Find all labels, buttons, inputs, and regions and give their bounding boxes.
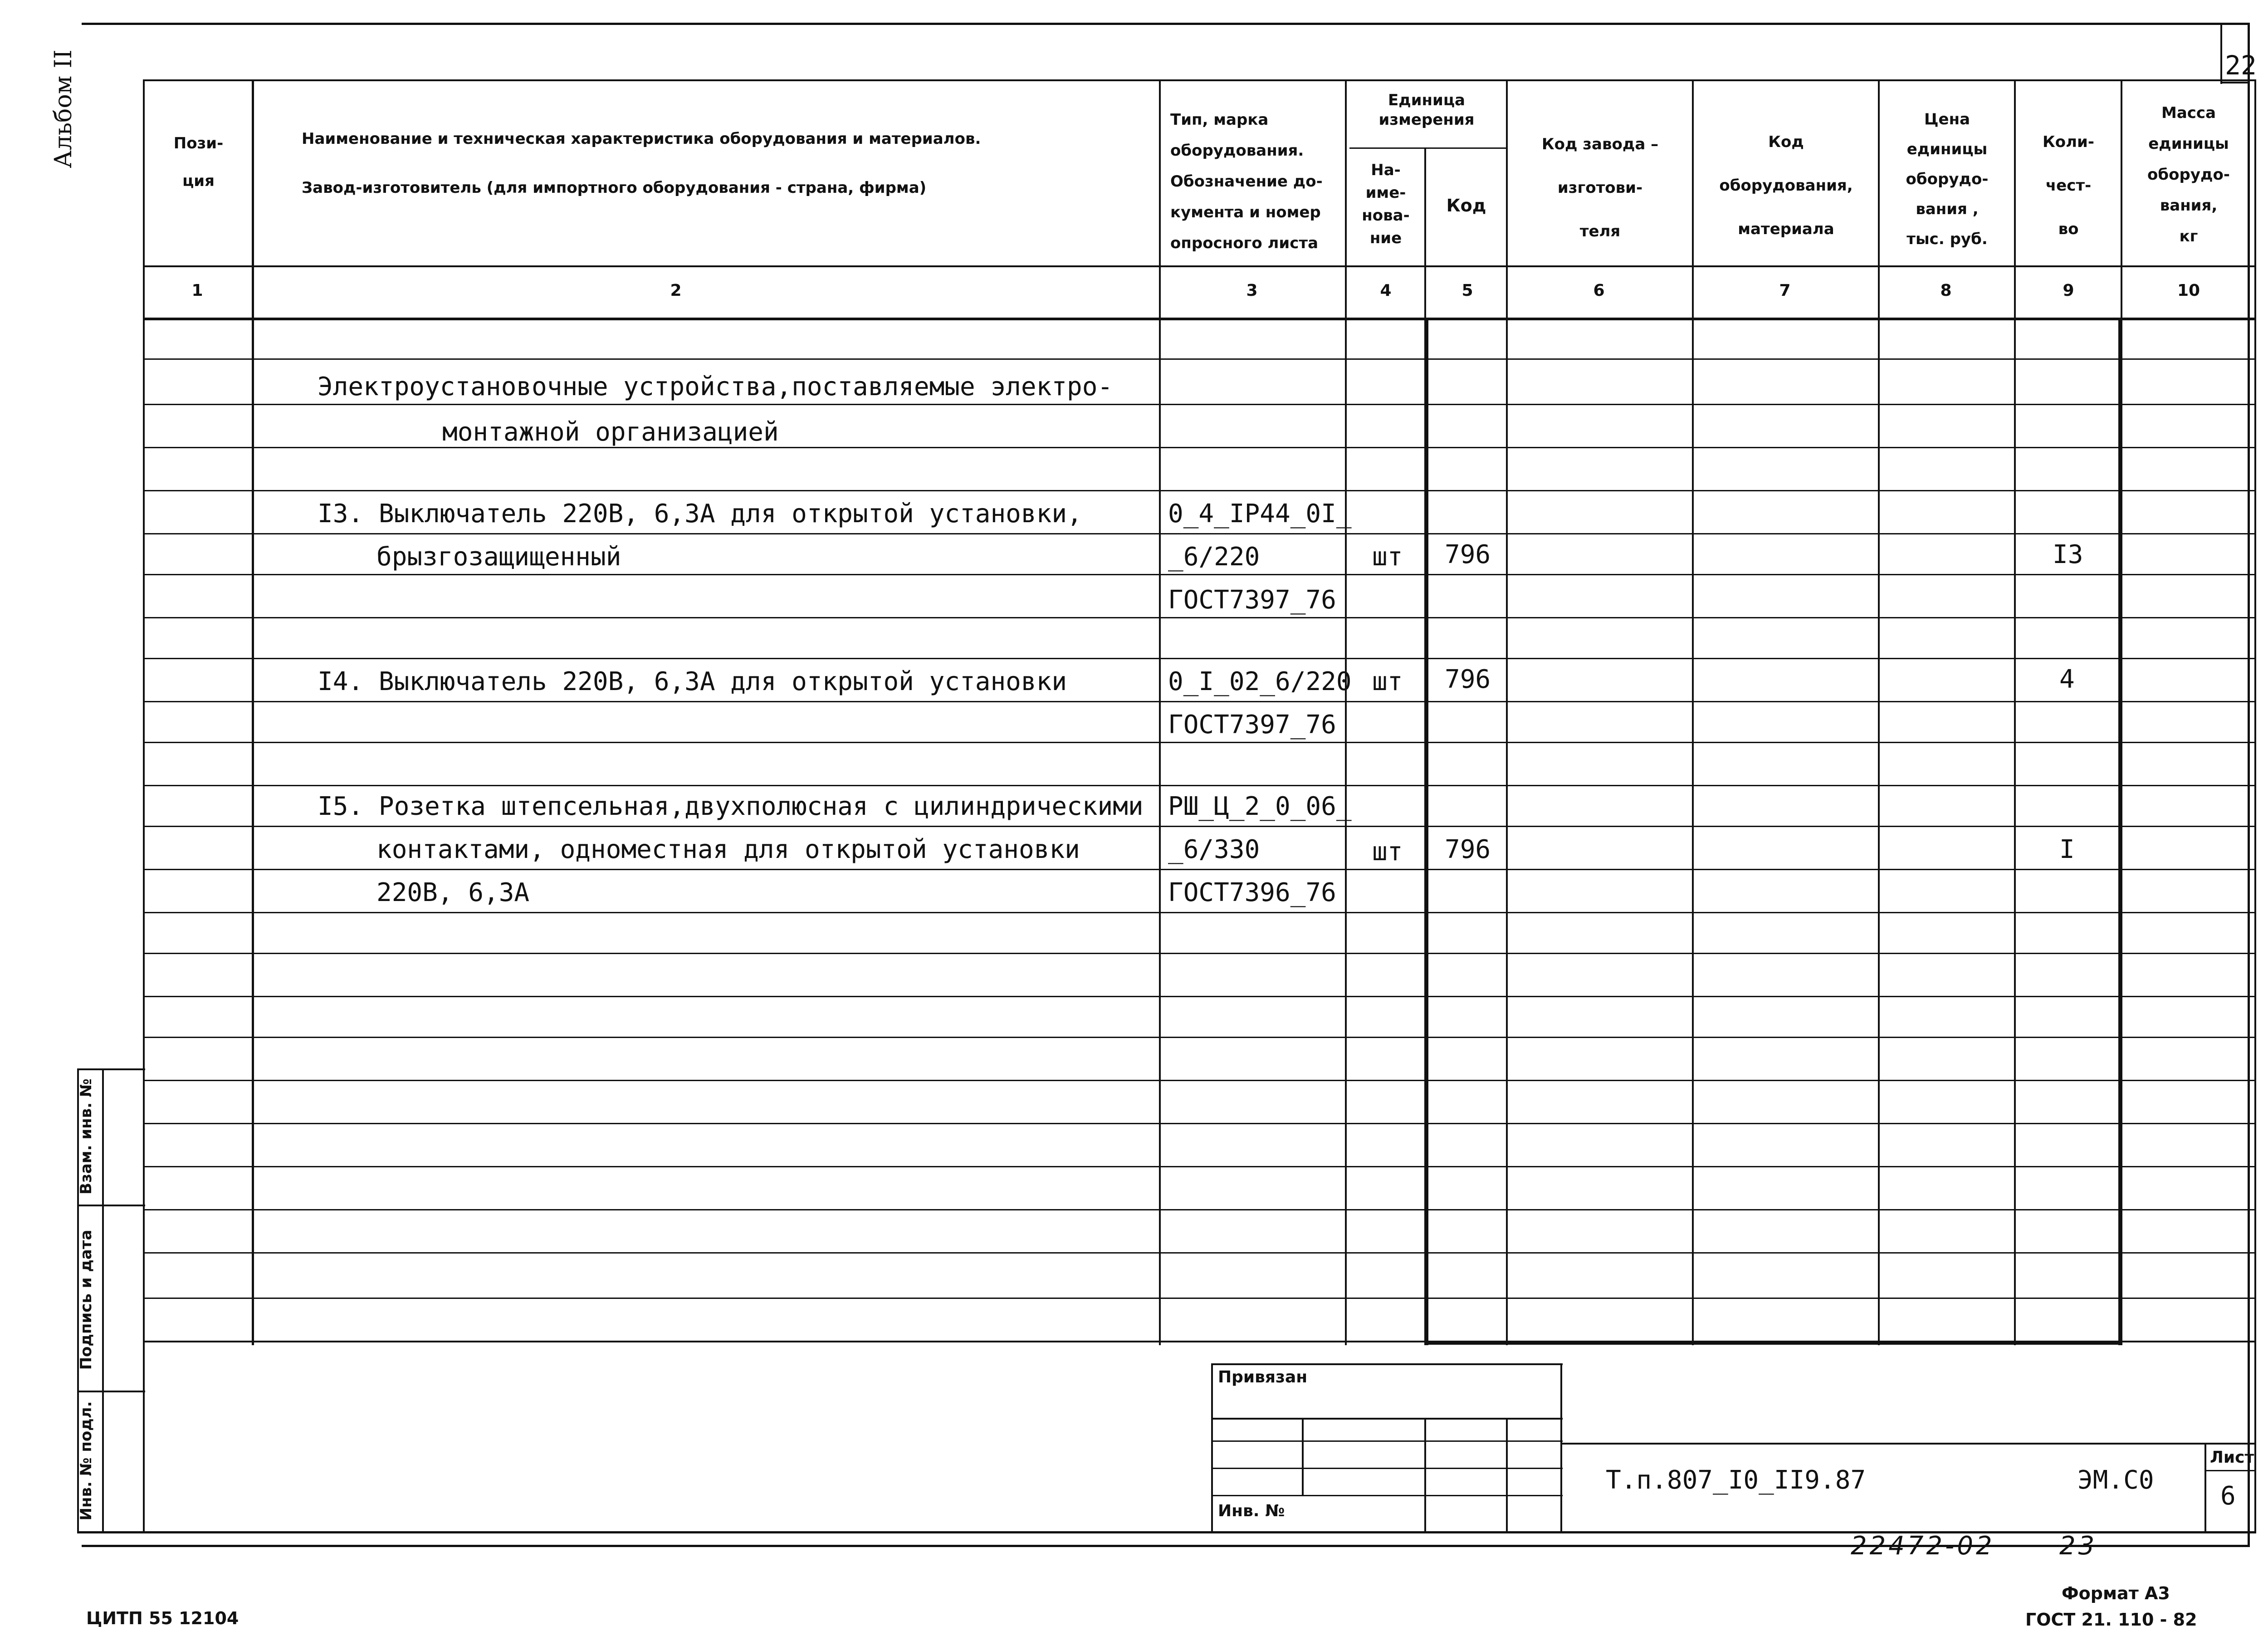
document-code: Т.п.807_I0_II9.87 xyxy=(1606,1465,1866,1495)
item-type-line1: 0_I_02_6/220 xyxy=(1168,667,1352,696)
document-mark: ЭМ.С0 xyxy=(2077,1465,2154,1495)
footer-gost: ГОСТ 21. 110 - 82 xyxy=(2025,1610,2197,1630)
header-unit-group-line1: Единица xyxy=(1388,91,1465,109)
sheet-number: 6 xyxy=(2220,1481,2236,1511)
column-number-1: 1 xyxy=(191,281,203,300)
item-type-line2: ГОСТ7397_76 xyxy=(1168,710,1336,740)
column-number-9: 9 xyxy=(2063,281,2074,300)
privyazan-label: Привязан xyxy=(1218,1368,1308,1386)
footer-left-code: ЦИТП 55 12104 xyxy=(86,1608,239,1628)
header-col2-line2: Завод-изготовитель (для импортного оборудования - страна, фирма) xyxy=(302,178,927,197)
header-col8-line3: оборудо- xyxy=(1906,170,1989,188)
column-number-7: 7 xyxy=(1779,281,1791,300)
item-type-line3: ГОСТ7396_76 xyxy=(1168,878,1336,907)
header-unit-group-line2: измерения xyxy=(1378,110,1475,129)
stamp-original-inv: Инв. № подл. xyxy=(77,1401,95,1521)
handwritten-page-number: 23 xyxy=(2059,1531,2097,1561)
column-number-8: 8 xyxy=(1940,281,1952,300)
section-title-line2: монтажной организацией xyxy=(442,417,779,447)
column-number-5: 5 xyxy=(1461,281,1473,300)
header-col1-line1: Пози- xyxy=(173,134,224,152)
header-col10-line5: кг xyxy=(2179,227,2198,245)
header-col8-line1: Цена xyxy=(1924,110,1970,128)
header-col3-line1: Тип, марка xyxy=(1170,111,1269,129)
item-type-line1: 0_4_IP44_0I_ xyxy=(1168,499,1352,529)
header-col1-line2: ция xyxy=(182,171,215,190)
header-col10-line1: Масса xyxy=(2161,104,2216,122)
item-code: 796 xyxy=(1445,835,1491,864)
header-col7-line3: материала xyxy=(1738,220,1834,238)
header-col6-line3: теля xyxy=(1579,222,1621,240)
item-type-line1: РШ_Ц_2_0_06_ xyxy=(1168,792,1352,821)
header-col10-line3: оборудо- xyxy=(2147,166,2230,184)
header-col8-line4: вания , xyxy=(1916,200,1979,218)
item-unit: шт xyxy=(1372,837,1403,867)
item-quantity: I3 xyxy=(2053,540,2083,569)
item-name-line2: брызгозащищенный xyxy=(376,542,621,572)
header-col3-line4: кумента и номер xyxy=(1170,203,1321,221)
header-col9-line1: Коли- xyxy=(2043,133,2094,151)
section-title-line1: Электроустановочные устройства,поставляемые электро- xyxy=(318,372,1113,402)
item-quantity: 4 xyxy=(2059,665,2075,694)
item-type-line2: _6/220 xyxy=(1168,542,1260,572)
item-name-line3: 220В, 6,3А xyxy=(376,878,530,907)
header-col4-line4: ние xyxy=(1369,229,1402,247)
header-col7-line1: Код xyxy=(1768,133,1804,151)
item-type-line2: _6/330 xyxy=(1168,835,1260,864)
header-col8-line2: единицы xyxy=(1906,140,1988,158)
header-col4-line2: име- xyxy=(1365,184,1406,202)
header-col10-line2: единицы xyxy=(2148,135,2229,153)
item-code: 796 xyxy=(1445,665,1491,694)
item-type-line3: ГОСТ7397_76 xyxy=(1168,585,1336,615)
column-number-4: 4 xyxy=(1380,281,1392,300)
item-unit: шт xyxy=(1372,542,1403,572)
header-col7-line2: оборудования, xyxy=(1719,176,1853,195)
header-col9-line2: чест- xyxy=(2045,176,2092,195)
sheet-label: Лист xyxy=(2210,1448,2254,1467)
header-col9-line3: во xyxy=(2058,220,2079,238)
item-name-line1: I5. Розетка штепсельная,двухполюсная с цилиндрическими xyxy=(318,792,1144,821)
item-name-line1: I3. Выключатель 220В, 6,3А для открытой установки, xyxy=(318,499,1082,529)
column-number-6: 6 xyxy=(1593,281,1605,300)
header-col4-line3: нова- xyxy=(1362,206,1410,225)
album-label: Альбом II xyxy=(50,49,77,168)
column-number-3: 3 xyxy=(1246,281,1258,300)
header-col10-line4: вания, xyxy=(2160,196,2218,215)
column-number-10: 10 xyxy=(2177,281,2200,300)
item-quantity: I xyxy=(2059,835,2075,864)
header-col3-line2: оборудования. xyxy=(1170,142,1304,160)
header-col4-line1: На- xyxy=(1371,161,1401,179)
sheet-corner-number: 22 xyxy=(2225,50,2257,81)
item-name-line2: контактами, одноместная для открытой установки xyxy=(376,835,1080,864)
stamp-signature-date: Подпись и дата xyxy=(77,1229,95,1370)
header-col2-line1: Наименование и техническая характеристика оборудования и материалов. xyxy=(302,130,981,148)
footer-format: Формат А3 xyxy=(2062,1583,2170,1603)
item-code: 796 xyxy=(1445,540,1491,569)
header-col6-line1: Код завода – xyxy=(1541,135,1659,153)
item-name-line1: I4. Выключатель 220В, 6,3А для открытой установки xyxy=(318,667,1067,696)
column-number-2: 2 xyxy=(670,281,682,300)
stamp-replacement-inv: Взам. инв. № xyxy=(77,1078,95,1195)
header-col5: Код xyxy=(1446,196,1486,216)
header-col3-line3: Обозначение до- xyxy=(1170,172,1323,191)
item-unit: шт xyxy=(1372,667,1403,696)
inv-no-label: Инв. № xyxy=(1218,1502,1285,1520)
header-col3-line5: опросного листа xyxy=(1170,234,1319,252)
handwritten-doc-number: 22472-02 xyxy=(1851,1531,1995,1561)
header-col6-line2: изготови- xyxy=(1557,179,1643,197)
header-col8-line5: тыс. руб. xyxy=(1906,230,1988,248)
